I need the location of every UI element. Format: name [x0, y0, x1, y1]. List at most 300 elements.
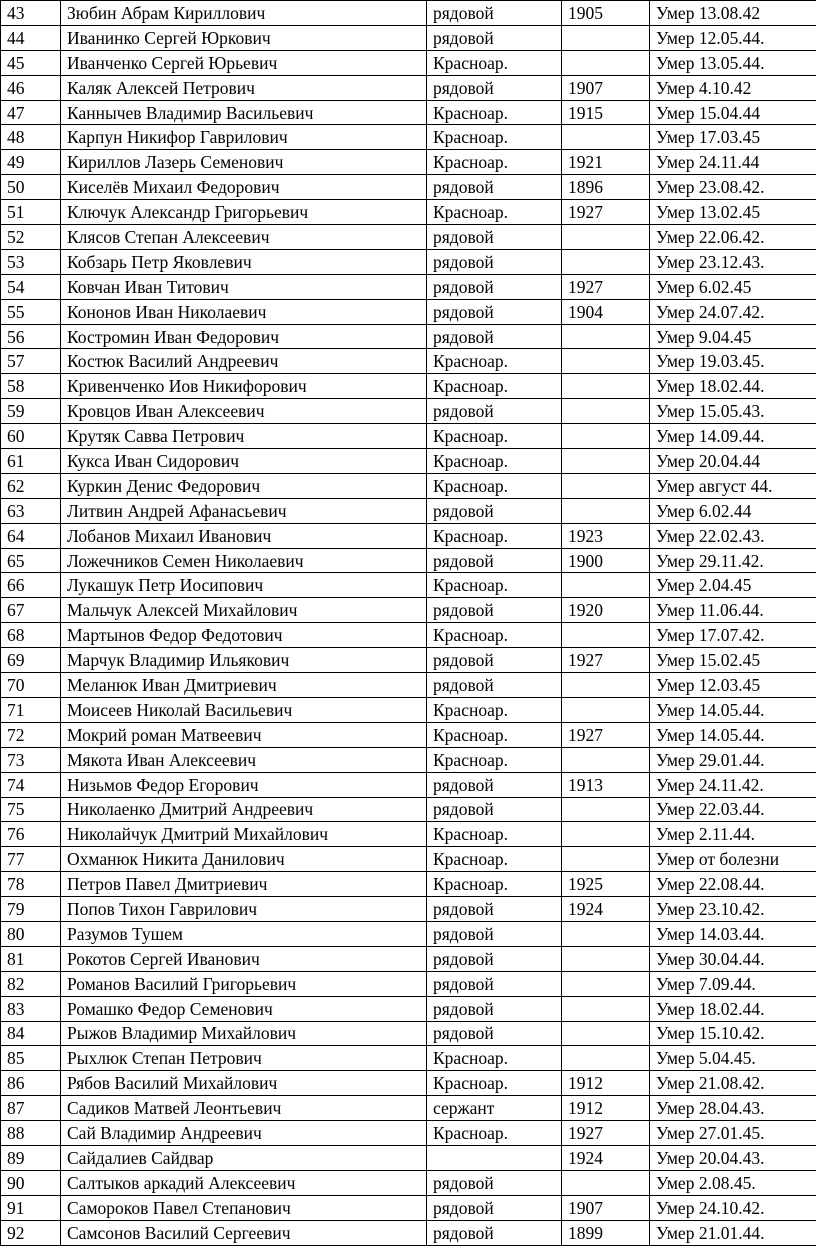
rank-cell: Красноар. — [427, 747, 562, 772]
person-name-cell: Кононов Иван Николаевич — [61, 299, 427, 324]
birth-year-cell — [562, 623, 650, 648]
rank-cell: рядовой — [427, 25, 562, 50]
row-number-cell: 55 — [1, 299, 61, 324]
birth-year-cell — [562, 697, 650, 722]
death-info-cell: Умер 13.05.44. — [650, 50, 816, 75]
birth-year-cell: 1921 — [562, 150, 650, 175]
death-info-cell: Умер 23.10.42. — [650, 897, 816, 922]
row-number-cell: 91 — [1, 1195, 61, 1220]
birth-year-cell: 1907 — [562, 1195, 650, 1220]
row-number-cell: 53 — [1, 249, 61, 274]
table-row — [1, 449, 816, 474]
rank-cell: рядовой — [427, 75, 562, 100]
person-name-cell: Ковчан Иван Титович — [61, 274, 427, 299]
rank-cell: Красноар. — [427, 1121, 562, 1146]
death-info-cell: Умер 14.03.44. — [650, 921, 816, 946]
person-name-cell: Ключук Александр Григорьевич — [61, 200, 427, 225]
table-row — [1, 573, 816, 598]
rank-cell: рядовой — [427, 324, 562, 349]
birth-year-cell: 1907 — [562, 75, 650, 100]
birth-year-cell — [562, 249, 650, 274]
row-number-cell: 58 — [1, 374, 61, 399]
person-name-cell: Николайчук Дмитрий Михайлович — [61, 822, 427, 847]
table-row — [1, 473, 816, 498]
table-row — [1, 772, 816, 797]
birth-year-cell — [562, 673, 650, 698]
person-name-cell: Клясов Степан Алексеевич — [61, 225, 427, 250]
row-number-cell: 70 — [1, 673, 61, 698]
table-row — [1, 946, 816, 971]
rank-cell: рядовой — [427, 946, 562, 971]
row-number-cell: 62 — [1, 473, 61, 498]
row-number-cell: 59 — [1, 399, 61, 424]
birth-year-cell — [562, 25, 650, 50]
row-number-cell: 81 — [1, 946, 61, 971]
death-info-cell: Умер 21.08.42. — [650, 1071, 816, 1096]
person-name-cell: Николаенко Дмитрий Андреевич — [61, 797, 427, 822]
death-info-cell: Умер 23.08.42. — [650, 175, 816, 200]
birth-year-cell — [562, 1021, 650, 1046]
person-name-cell: Зюбин Абрам Кириллович — [61, 1, 427, 26]
rank-cell: Красноар. — [427, 125, 562, 150]
person-name-cell: Охманюк Никита Данилович — [61, 847, 427, 872]
table-row — [1, 249, 816, 274]
person-name-cell: Романов Василий Григорьевич — [61, 971, 427, 996]
death-info-cell: Умер 20.04.44 — [650, 449, 816, 474]
table-row — [1, 1170, 816, 1195]
table-row — [1, 872, 816, 897]
person-name-cell: Карпун Никифор Гаврилович — [61, 125, 427, 150]
person-name-cell: Рыжов Владимир Михайлович — [61, 1021, 427, 1046]
rank-cell: рядовой — [427, 498, 562, 523]
death-info-cell: Умер 11.06.44. — [650, 598, 816, 623]
person-name-cell: Каннычев Владимир Васильевич — [61, 100, 427, 125]
person-name-cell: Разумов Тушем — [61, 921, 427, 946]
rank-cell: Красноар. — [427, 473, 562, 498]
table-row — [1, 797, 816, 822]
death-info-cell: Умер 30.04.44. — [650, 946, 816, 971]
table-row — [1, 847, 816, 872]
birth-year-cell: 1913 — [562, 772, 650, 797]
rank-cell: Красноар. — [427, 449, 562, 474]
rank-cell: рядовой — [427, 548, 562, 573]
table-row — [1, 722, 816, 747]
death-info-cell: Умер 24.10.42. — [650, 1195, 816, 1220]
rank-cell: рядовой — [427, 1195, 562, 1220]
death-info-cell: Умер 9.04.45 — [650, 324, 816, 349]
row-number-cell: 71 — [1, 697, 61, 722]
table-row — [1, 424, 816, 449]
rank-cell: Красноар. — [427, 424, 562, 449]
rank-cell: рядовой — [427, 175, 562, 200]
row-number-cell: 63 — [1, 498, 61, 523]
table-row — [1, 648, 816, 673]
person-name-cell: Меланюк Иван Дмитриевич — [61, 673, 427, 698]
death-info-cell: Умер 24.07.42. — [650, 299, 816, 324]
table-row — [1, 523, 816, 548]
row-number-cell: 65 — [1, 548, 61, 573]
row-number-cell: 77 — [1, 847, 61, 872]
birth-year-cell — [562, 921, 650, 946]
rank-cell: Красноар. — [427, 200, 562, 225]
person-name-cell: Лукашук Петр Иосипович — [61, 573, 427, 598]
birth-year-cell — [562, 573, 650, 598]
birth-year-cell: 1924 — [562, 897, 650, 922]
person-name-cell: Кривенченко Иов Никифорович — [61, 374, 427, 399]
table-row — [1, 225, 816, 250]
person-name-cell: Рыхлюк Степан Петрович — [61, 1046, 427, 1071]
row-number-cell: 66 — [1, 573, 61, 598]
person-name-cell: Марчук Владимир Ильякович — [61, 648, 427, 673]
rank-cell: Красноар. — [427, 573, 562, 598]
birth-year-cell: 1915 — [562, 100, 650, 125]
person-name-cell: Киселёв Михаил Федорович — [61, 175, 427, 200]
birth-year-cell — [562, 424, 650, 449]
rank-cell: Красноар. — [427, 374, 562, 399]
person-name-cell: Самсонов Василий Сергеевич — [61, 1220, 427, 1245]
birth-year-cell — [562, 374, 650, 399]
rank-cell: рядовой — [427, 399, 562, 424]
death-info-cell: Умер 17.07.42. — [650, 623, 816, 648]
rank-cell: Красноар. — [427, 1046, 562, 1071]
table-row — [1, 1121, 816, 1146]
birth-year-cell: 1924 — [562, 1145, 650, 1170]
table-row — [1, 25, 816, 50]
person-name-cell: Каляк Алексей Петрович — [61, 75, 427, 100]
birth-year-cell — [562, 324, 650, 349]
table-row — [1, 498, 816, 523]
table-row — [1, 75, 816, 100]
person-name-cell: Рокотов Сергей Иванович — [61, 946, 427, 971]
death-info-cell: Умер 24.11.42. — [650, 772, 816, 797]
birth-year-cell: 1927 — [562, 200, 650, 225]
death-info-cell: Умер 6.02.45 — [650, 274, 816, 299]
row-number-cell: 82 — [1, 971, 61, 996]
row-number-cell: 85 — [1, 1046, 61, 1071]
row-number-cell: 43 — [1, 1, 61, 26]
death-info-cell: Умер 22.03.44. — [650, 797, 816, 822]
table-row — [1, 1195, 816, 1220]
death-info-cell: Умер 2.11.44. — [650, 822, 816, 847]
person-name-cell: Литвин Андрей Афанасьевич — [61, 498, 427, 523]
rank-cell: рядовой — [427, 299, 562, 324]
row-number-cell: 92 — [1, 1220, 61, 1245]
row-number-cell: 78 — [1, 872, 61, 897]
row-number-cell: 79 — [1, 897, 61, 922]
person-name-cell: Сайдалиев Сайдвар — [61, 1145, 427, 1170]
birth-year-cell — [562, 498, 650, 523]
table-row — [1, 200, 816, 225]
row-number-cell: 54 — [1, 274, 61, 299]
birth-year-cell: 1927 — [562, 1121, 650, 1146]
person-name-cell: Иванченко Сергей Юрьевич — [61, 50, 427, 75]
table-row — [1, 324, 816, 349]
row-number-cell: 67 — [1, 598, 61, 623]
person-name-cell: Самороков Павел Степанович — [61, 1195, 427, 1220]
death-info-cell: Умер 15.10.42. — [650, 1021, 816, 1046]
birth-year-cell — [562, 946, 650, 971]
rank-cell: рядовой — [427, 1170, 562, 1195]
death-info-cell: Умер 20.04.43. — [650, 1145, 816, 1170]
row-number-cell: 60 — [1, 424, 61, 449]
birth-year-cell — [562, 125, 650, 150]
row-number-cell: 84 — [1, 1021, 61, 1046]
death-info-cell: Умер 15.04.44 — [650, 100, 816, 125]
row-number-cell: 88 — [1, 1121, 61, 1146]
row-number-cell: 48 — [1, 125, 61, 150]
rank-cell: Красноар. — [427, 50, 562, 75]
death-info-cell: Умер 7.09.44. — [650, 971, 816, 996]
row-number-cell: 75 — [1, 797, 61, 822]
table-row — [1, 175, 816, 200]
person-name-cell: Костюк Василий Андреевич — [61, 349, 427, 374]
rank-cell: Красноар. — [427, 523, 562, 548]
death-info-cell: Умер 27.01.45. — [650, 1121, 816, 1146]
rank-cell: сержант — [427, 1096, 562, 1121]
table-row — [1, 1021, 816, 1046]
row-number-cell: 80 — [1, 921, 61, 946]
table-row — [1, 747, 816, 772]
rank-cell: рядовой — [427, 772, 562, 797]
birth-year-cell — [562, 399, 650, 424]
rank-cell: Красноар. — [427, 349, 562, 374]
person-name-cell: Лобанов Михаил Иванович — [61, 523, 427, 548]
table-row — [1, 971, 816, 996]
table-row — [1, 150, 816, 175]
person-name-cell: Низьмов Федор Егорович — [61, 772, 427, 797]
birth-year-cell — [562, 349, 650, 374]
person-name-cell: Костромин Иван Федорович — [61, 324, 427, 349]
row-number-cell: 47 — [1, 100, 61, 125]
death-info-cell: Умер 5.04.45. — [650, 1046, 816, 1071]
row-number-cell: 69 — [1, 648, 61, 673]
table-row — [1, 299, 816, 324]
birth-year-cell — [562, 225, 650, 250]
death-info-cell: Умер 12.05.44. — [650, 25, 816, 50]
birth-year-cell: 1920 — [562, 598, 650, 623]
birth-year-cell — [562, 473, 650, 498]
birth-year-cell: 1925 — [562, 872, 650, 897]
birth-year-cell: 1927 — [562, 722, 650, 747]
death-info-cell: Умер от болезни — [650, 847, 816, 872]
row-number-cell: 61 — [1, 449, 61, 474]
death-info-cell: Умер 23.12.43. — [650, 249, 816, 274]
row-number-cell: 49 — [1, 150, 61, 175]
person-name-cell: Мальчук Алексей Михайлович — [61, 598, 427, 623]
death-info-cell: Умер 12.03.45 — [650, 673, 816, 698]
death-info-cell: Умер 4.10.42 — [650, 75, 816, 100]
table-row — [1, 1145, 816, 1170]
person-name-cell: Сай Владимир Андреевич — [61, 1121, 427, 1146]
table-row — [1, 50, 816, 75]
death-info-cell: Умер 29.11.42. — [650, 548, 816, 573]
row-number-cell: 50 — [1, 175, 61, 200]
death-info-cell: Умер 19.03.45. — [650, 349, 816, 374]
table-row — [1, 1, 816, 26]
table-row — [1, 623, 816, 648]
table-row — [1, 374, 816, 399]
row-number-cell: 45 — [1, 50, 61, 75]
birth-year-cell: 1923 — [562, 523, 650, 548]
table-row — [1, 349, 816, 374]
row-number-cell: 72 — [1, 722, 61, 747]
person-name-cell: Кириллов Лазерь Семенович — [61, 150, 427, 175]
death-info-cell: Умер 21.01.44. — [650, 1220, 816, 1245]
table-row — [1, 697, 816, 722]
rank-cell: рядовой — [427, 897, 562, 922]
birth-year-cell: 1927 — [562, 648, 650, 673]
person-name-cell: Ромашко Федор Семенович — [61, 996, 427, 1021]
rank-cell: Красноар. — [427, 822, 562, 847]
rank-cell: Красноар. — [427, 623, 562, 648]
row-number-cell: 74 — [1, 772, 61, 797]
table-row — [1, 822, 816, 847]
rank-cell: Красноар. — [427, 697, 562, 722]
rank-cell: рядовой — [427, 249, 562, 274]
table-row — [1, 399, 816, 424]
table-row — [1, 1071, 816, 1096]
rank-cell: рядовой — [427, 921, 562, 946]
birth-year-cell — [562, 996, 650, 1021]
table-row — [1, 996, 816, 1021]
row-number-cell: 52 — [1, 225, 61, 250]
row-number-cell: 56 — [1, 324, 61, 349]
rank-cell: Красноар. — [427, 722, 562, 747]
row-number-cell: 76 — [1, 822, 61, 847]
rank-cell: рядовой — [427, 1, 562, 26]
person-name-cell: Садиков Матвей Леонтьевич — [61, 1096, 427, 1121]
row-number-cell: 86 — [1, 1071, 61, 1096]
rank-cell: рядовой — [427, 797, 562, 822]
death-info-cell: Умер 14.09.44. — [650, 424, 816, 449]
table-row — [1, 897, 816, 922]
rank-cell: Красноар. — [427, 150, 562, 175]
row-number-cell: 83 — [1, 996, 61, 1021]
birth-year-cell: 1927 — [562, 274, 650, 299]
person-name-cell: Кровцов Иван Алексеевич — [61, 399, 427, 424]
table-row — [1, 1096, 816, 1121]
person-name-cell: Мартынов Федор Федотович — [61, 623, 427, 648]
person-name-cell: Куркин Денис Федорович — [61, 473, 427, 498]
row-number-cell: 90 — [1, 1170, 61, 1195]
birth-year-cell: 1912 — [562, 1096, 650, 1121]
birth-year-cell: 1899 — [562, 1220, 650, 1245]
rank-cell: рядовой — [427, 971, 562, 996]
birth-year-cell — [562, 449, 650, 474]
row-number-cell: 57 — [1, 349, 61, 374]
birth-year-cell — [562, 1170, 650, 1195]
death-info-cell: Умер 28.04.43. — [650, 1096, 816, 1121]
rank-cell: рядовой — [427, 648, 562, 673]
table-row — [1, 598, 816, 623]
person-name-cell: Моисеев Николай Васильевич — [61, 697, 427, 722]
rank-cell: рядовой — [427, 598, 562, 623]
birth-year-cell — [562, 747, 650, 772]
person-name-cell: Петров Павел Дмитриевич — [61, 872, 427, 897]
row-number-cell: 87 — [1, 1096, 61, 1121]
table-row — [1, 1046, 816, 1071]
birth-year-cell: 1912 — [562, 1071, 650, 1096]
table-row — [1, 100, 816, 125]
death-info-cell: Умер 29.01.44. — [650, 747, 816, 772]
roster-body — [1, 1, 816, 1246]
row-number-cell: 64 — [1, 523, 61, 548]
birth-year-cell — [562, 847, 650, 872]
birth-year-cell: 1900 — [562, 548, 650, 573]
table-row — [1, 274, 816, 299]
person-name-cell: Кобзарь Петр Яковлевич — [61, 249, 427, 274]
rank-cell: рядовой — [427, 673, 562, 698]
death-info-cell: Умер 13.02.45 — [650, 200, 816, 225]
death-info-cell: Умер 13.08.42 — [650, 1, 816, 26]
death-info-cell: Умер 14.05.44. — [650, 697, 816, 722]
rank-cell — [427, 1145, 562, 1170]
death-info-cell: Умер 15.05.43. — [650, 399, 816, 424]
birth-year-cell — [562, 822, 650, 847]
rank-cell: рядовой — [427, 1220, 562, 1245]
birth-year-cell — [562, 797, 650, 822]
death-info-cell: Умер 18.02.44. — [650, 996, 816, 1021]
death-info-cell: Умер август 44. — [650, 473, 816, 498]
rank-cell: Красноар. — [427, 1071, 562, 1096]
person-name-cell: Крутяк Савва Петрович — [61, 424, 427, 449]
person-name-cell: Попов Тихон Гаврилович — [61, 897, 427, 922]
birth-year-cell: 1905 — [562, 1, 650, 26]
table-row — [1, 548, 816, 573]
person-name-cell: Мокрий роман Матвеевич — [61, 722, 427, 747]
death-info-cell: Умер 24.11.44 — [650, 150, 816, 175]
death-info-cell: Умер 22.08.44. — [650, 872, 816, 897]
birth-year-cell — [562, 1046, 650, 1071]
rank-cell: Красноар. — [427, 847, 562, 872]
row-number-cell: 68 — [1, 623, 61, 648]
row-number-cell: 46 — [1, 75, 61, 100]
death-info-cell: Умер 17.03.45 — [650, 125, 816, 150]
person-name-cell: Салтыков аркадий Алексеевич — [61, 1170, 427, 1195]
person-name-cell: Рябов Василий Михайлович — [61, 1071, 427, 1096]
person-name-cell: Кукса Иван Сидорович — [61, 449, 427, 474]
death-info-cell: Умер 18.02.44. — [650, 374, 816, 399]
death-info-cell: Умер 14.05.44. — [650, 722, 816, 747]
person-name-cell: Иванинко Сергей Юркович — [61, 25, 427, 50]
birth-year-cell: 1904 — [562, 299, 650, 324]
rank-cell: рядовой — [427, 274, 562, 299]
row-number-cell: 51 — [1, 200, 61, 225]
person-name-cell: Мякота Иван Алексеевич — [61, 747, 427, 772]
row-number-cell: 73 — [1, 747, 61, 772]
death-info-cell: Умер 2.08.45. — [650, 1170, 816, 1195]
death-info-cell: Умер 2.04.45 — [650, 573, 816, 598]
rank-cell: Красноар. — [427, 100, 562, 125]
death-info-cell: Умер 6.02.44 — [650, 498, 816, 523]
rank-cell: рядовой — [427, 1021, 562, 1046]
birth-year-cell — [562, 971, 650, 996]
rank-cell: рядовой — [427, 996, 562, 1021]
table-row — [1, 125, 816, 150]
death-info-cell: Умер 22.06.42. — [650, 225, 816, 250]
table-row — [1, 673, 816, 698]
birth-year-cell: 1896 — [562, 175, 650, 200]
table-row — [1, 921, 816, 946]
row-number-cell: 44 — [1, 25, 61, 50]
row-number-cell: 89 — [1, 1145, 61, 1170]
death-info-cell: Умер 22.02.43. — [650, 523, 816, 548]
table-row — [1, 1220, 816, 1245]
rank-cell: рядовой — [427, 225, 562, 250]
rank-cell: Красноар. — [427, 872, 562, 897]
death-info-cell: Умер 15.02.45 — [650, 648, 816, 673]
person-name-cell: Ложечников Семен Николаевич — [61, 548, 427, 573]
